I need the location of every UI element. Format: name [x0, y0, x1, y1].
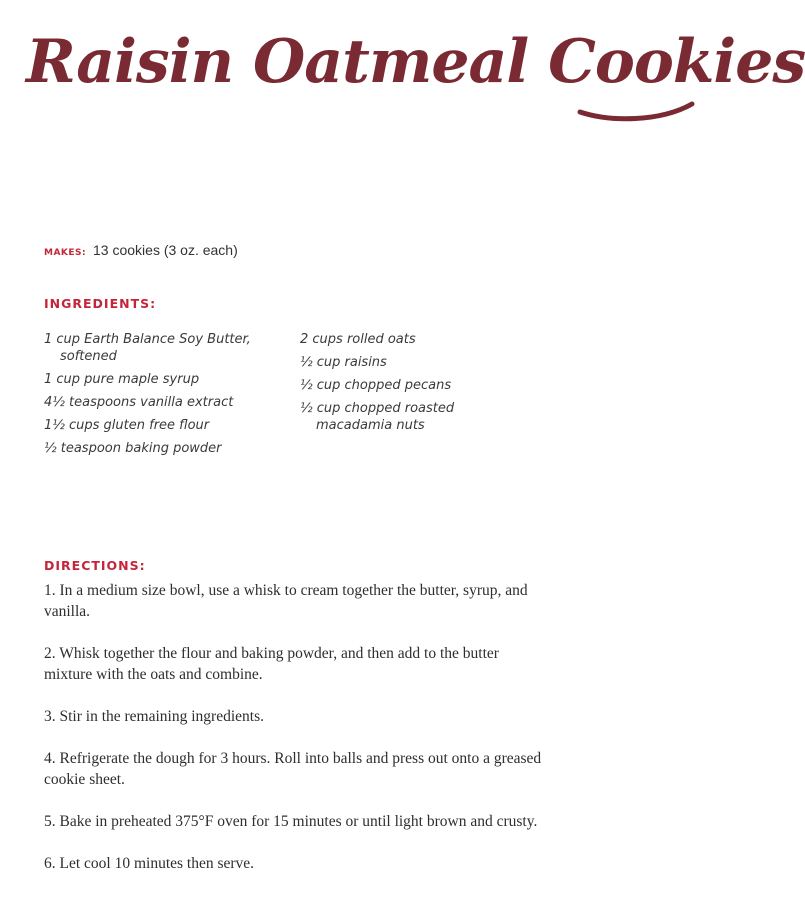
direction-step: 6. Let cool 10 minutes then serve.	[44, 855, 255, 872]
ingredients-column-2	[300, 331, 500, 440]
directions-heading: DIRECTIONS:	[44, 558, 146, 573]
ingredient-item: 2 cups rolled oats	[300, 332, 416, 347]
ingredients-heading: INGREDIENTS:	[44, 296, 157, 311]
recipe-title-block	[20, 22, 805, 132]
ingredient-item: 1½ cups gluten free flour	[44, 418, 210, 433]
direction-step: 4. Refrigerate the dough for 3 hours. Roll into balls and press out onto a greased cookie sheet.	[44, 750, 542, 788]
makes-value: 13 cookies (3 oz. each)	[93, 242, 238, 258]
ingredient-item: 4½ teaspoons vanilla extract	[44, 395, 234, 410]
ingredient-item: ½ cup chopped pecans	[300, 378, 452, 393]
ingredient-item: ½ cup chopped roasted macadamia nuts	[300, 401, 455, 433]
makes-label: MAKES:	[44, 248, 87, 258]
direction-step: 5. Bake in preheated 375°F oven for 15 minutes or until light brown and crusty.	[44, 813, 538, 830]
ingredients-column-1	[44, 331, 284, 463]
directions-list	[44, 580, 544, 895]
ingredient-item: ½ cup raisins	[300, 355, 387, 370]
ingredient-item: 1 cup pure maple syrup	[44, 372, 200, 387]
ingredient-item: 1 cup Earth Balance Soy Butter, softened	[44, 332, 251, 364]
direction-step: 2. Whisk together the flour and baking powder, and then add to the butter mixture with the oats and combine.	[44, 645, 499, 683]
ingredient-item: ½ teaspoon baking powder	[44, 441, 222, 456]
recipe-title: Raisin Oatmeal Cookies	[26, 27, 805, 97]
makes-line	[44, 242, 238, 258]
direction-step: 1. In a medium size bowl, use a whisk to cream together the butter, syrup, and vanilla.	[44, 582, 528, 620]
direction-step: 3. Stir in the remaining ingredients.	[44, 708, 264, 725]
